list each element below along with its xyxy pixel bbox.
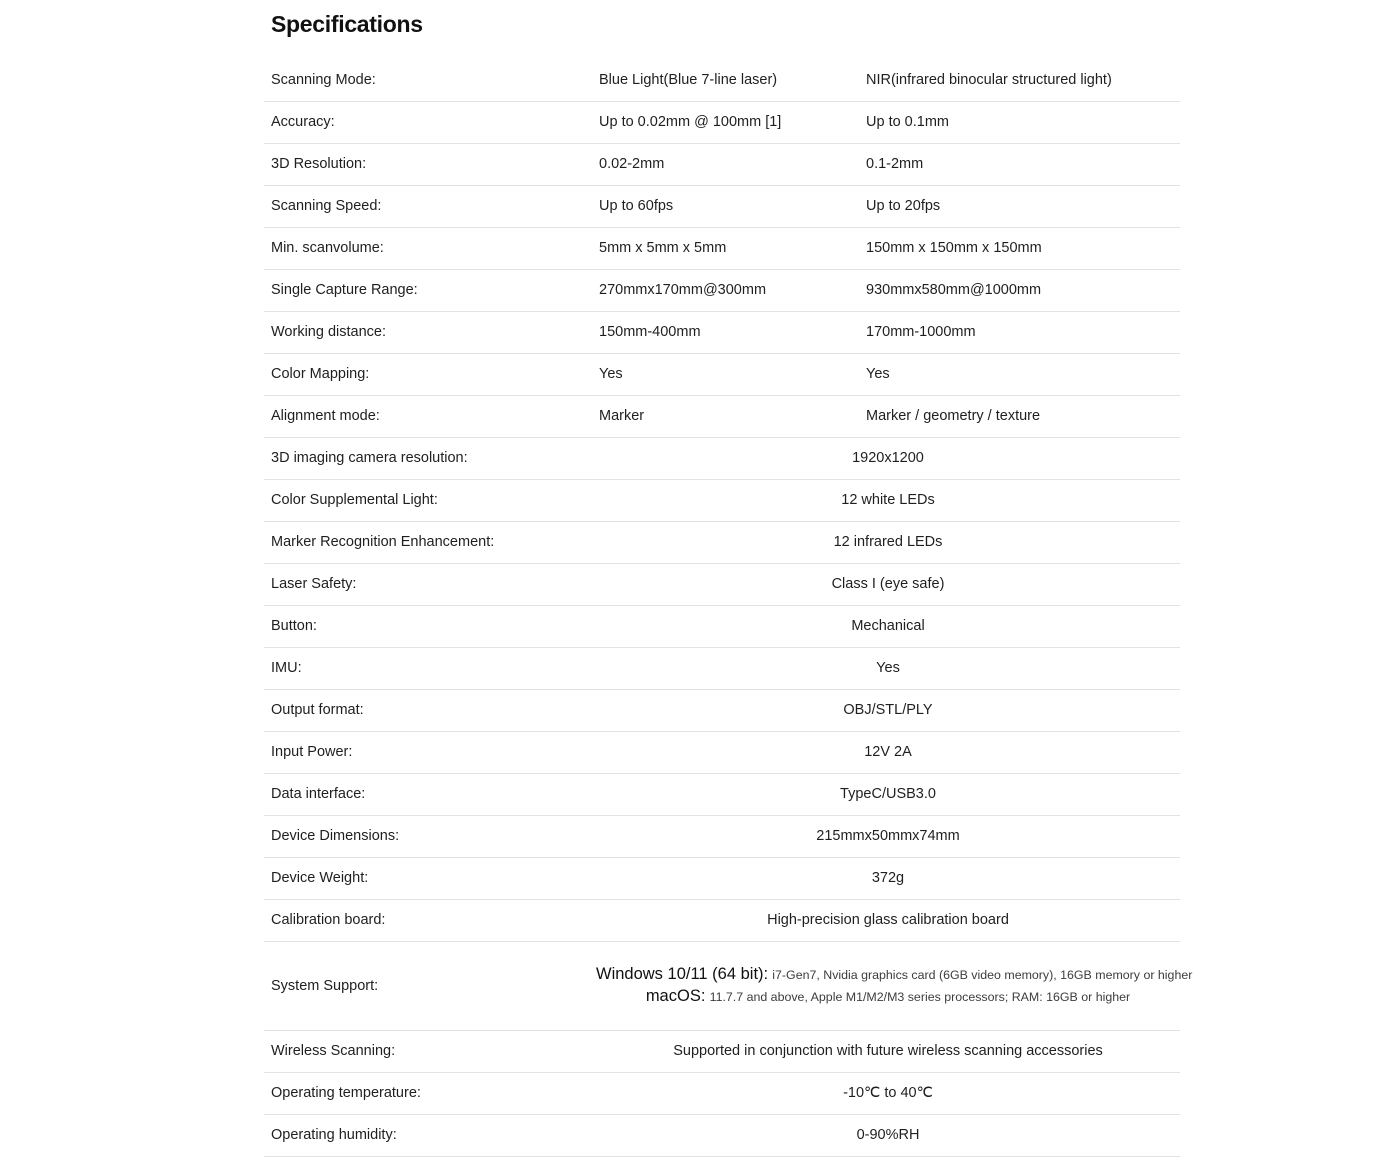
table-row <box>264 228 1180 270</box>
macos-os-name: macOS: <box>645 987 706 1005</box>
spec-label: Operating temperature: <box>271 1085 421 1101</box>
table-row <box>264 690 1180 732</box>
spec-value-nir: 170mm-1000mm <box>866 324 976 340</box>
table-row <box>264 60 1180 102</box>
spec-label: Button: <box>271 618 317 634</box>
table-row <box>264 102 1180 144</box>
spec-value-nir: Up to 0.1mm <box>866 114 949 130</box>
windows-os-name: Windows 10/11 (64 bit): <box>596 965 769 983</box>
spec-value-system-support <box>596 942 1193 1031</box>
table-row <box>264 1031 1180 1073</box>
system-support-macos-line <box>596 986 1180 1008</box>
spec-label: Device Dimensions: <box>271 828 400 844</box>
spec-label: Data interface: <box>271 786 366 802</box>
spec-value-blue-light: Blue Light(Blue 7-line laser) <box>599 72 778 88</box>
spec-value-merged: Yes <box>876 660 900 676</box>
spec-label: System Support: <box>271 977 379 994</box>
spec-label: Laser Safety: <box>271 576 357 592</box>
spec-label: Marker Recognition Enhancement: <box>271 534 495 550</box>
specifications-table-body <box>264 60 1193 1157</box>
spec-label: Scanning Mode: <box>271 72 376 88</box>
spec-value-merged: High-precision glass calibration board <box>767 912 1009 928</box>
spec-value-nir: 930mmx580mm@1000mm <box>866 282 1042 298</box>
macos-os-detail: 11.7.7 and above, Apple M1/M2/M3 series processors; RAM: 16GB or higher <box>709 990 1131 1004</box>
table-row-system-support <box>264 942 1180 1031</box>
spec-value-blue-light: 270mmx170mm@300mm <box>599 282 767 298</box>
spec-label: Input Power: <box>271 744 353 760</box>
spec-value-merged: 12 white LEDs <box>841 492 935 508</box>
table-row <box>264 858 1180 900</box>
spec-label: Single Capture Range: <box>271 282 418 298</box>
spec-label: Alignment mode: <box>271 408 380 424</box>
table-row <box>264 480 1180 522</box>
spec-value-merged: Supported in conjunction with future wireless scanning accessories <box>673 1043 1103 1059</box>
spec-value-blue-light: Yes <box>599 366 623 382</box>
spec-label: Working distance: <box>271 324 386 340</box>
spec-label: Wireless Scanning: <box>271 1043 396 1059</box>
spec-value-blue-light: Up to 60fps <box>599 198 674 214</box>
spec-value-blue-light: 0.02-2mm <box>599 156 665 172</box>
table-row <box>264 1115 1180 1157</box>
table-row <box>264 732 1180 774</box>
table-row <box>264 270 1180 312</box>
table-row <box>264 354 1180 396</box>
spec-label: Color Mapping: <box>271 366 370 382</box>
spec-value-merged: 0-90%RH <box>856 1127 920 1143</box>
table-row <box>264 816 1180 858</box>
page-title: Specifications <box>271 11 423 37</box>
specifications-container <box>264 0 1193 1157</box>
spec-value-merged: Class I (eye safe) <box>831 576 945 592</box>
system-support-windows-line <box>596 964 1193 986</box>
spec-label: 3D Resolution: <box>271 156 367 172</box>
spec-value-nir: NIR(infrared binocular structured light) <box>866 72 1112 88</box>
spec-value-merged: TypeC/USB3.0 <box>840 786 936 802</box>
spec-label: Output format: <box>271 702 364 718</box>
table-row <box>264 312 1180 354</box>
table-row <box>264 606 1180 648</box>
spec-value-merged: OBJ/STL/PLY <box>843 702 933 718</box>
table-row <box>264 144 1180 186</box>
spec-value-nir: 150mm x 150mm x 150mm <box>866 240 1042 256</box>
table-row <box>264 564 1180 606</box>
spec-label: Device Weight: <box>271 870 369 886</box>
spec-value-merged: 12V 2A <box>864 744 912 760</box>
table-row <box>264 438 1180 480</box>
spec-value-nir: Yes <box>866 366 890 382</box>
table-row <box>264 186 1180 228</box>
windows-os-detail: i7-Gen7, Nvidia graphics card (6GB video memory), 16GB memory or higher <box>772 968 1193 982</box>
spec-label: 3D imaging camera resolution: <box>271 450 468 466</box>
spec-label: Operating humidity: <box>271 1127 397 1143</box>
spec-value-merged: 372g <box>871 870 905 886</box>
spec-label: Accuracy: <box>271 114 335 130</box>
spec-value-merged: 1920x1200 <box>852 450 924 466</box>
spec-label: IMU: <box>271 660 302 676</box>
spec-label: Min. scanvolume: <box>271 240 384 256</box>
spec-value-merged: Mechanical <box>851 618 925 634</box>
spec-value-blue-light: 150mm-400mm <box>599 324 701 340</box>
spec-value-merged: -10℃ to 40℃ <box>843 1085 933 1101</box>
table-row <box>264 774 1180 816</box>
spec-value-merged: 215mmx50mmx74mm <box>816 828 960 844</box>
table-row <box>264 396 1180 438</box>
table-row <box>264 522 1180 564</box>
spec-value-blue-light: Marker <box>599 408 645 424</box>
specifications-table <box>264 60 1193 1157</box>
spec-label: Scanning Speed: <box>271 198 382 214</box>
table-row <box>264 900 1180 942</box>
spec-value-merged: 12 infrared LEDs <box>833 534 943 550</box>
table-row <box>264 1073 1180 1115</box>
spec-value-nir: Marker / geometry / texture <box>866 408 1041 424</box>
spec-value-blue-light: 5mm x 5mm x 5mm <box>599 240 727 256</box>
spec-value-nir: Up to 20fps <box>866 198 941 214</box>
spec-value-blue-light: Up to 0.02mm @ 100mm [1] <box>599 114 782 130</box>
table-row <box>264 648 1180 690</box>
spec-value-nir: 0.1-2mm <box>866 156 924 172</box>
spec-label: Calibration board: <box>271 912 386 928</box>
spec-label: Color Supplemental Light: <box>271 492 438 508</box>
